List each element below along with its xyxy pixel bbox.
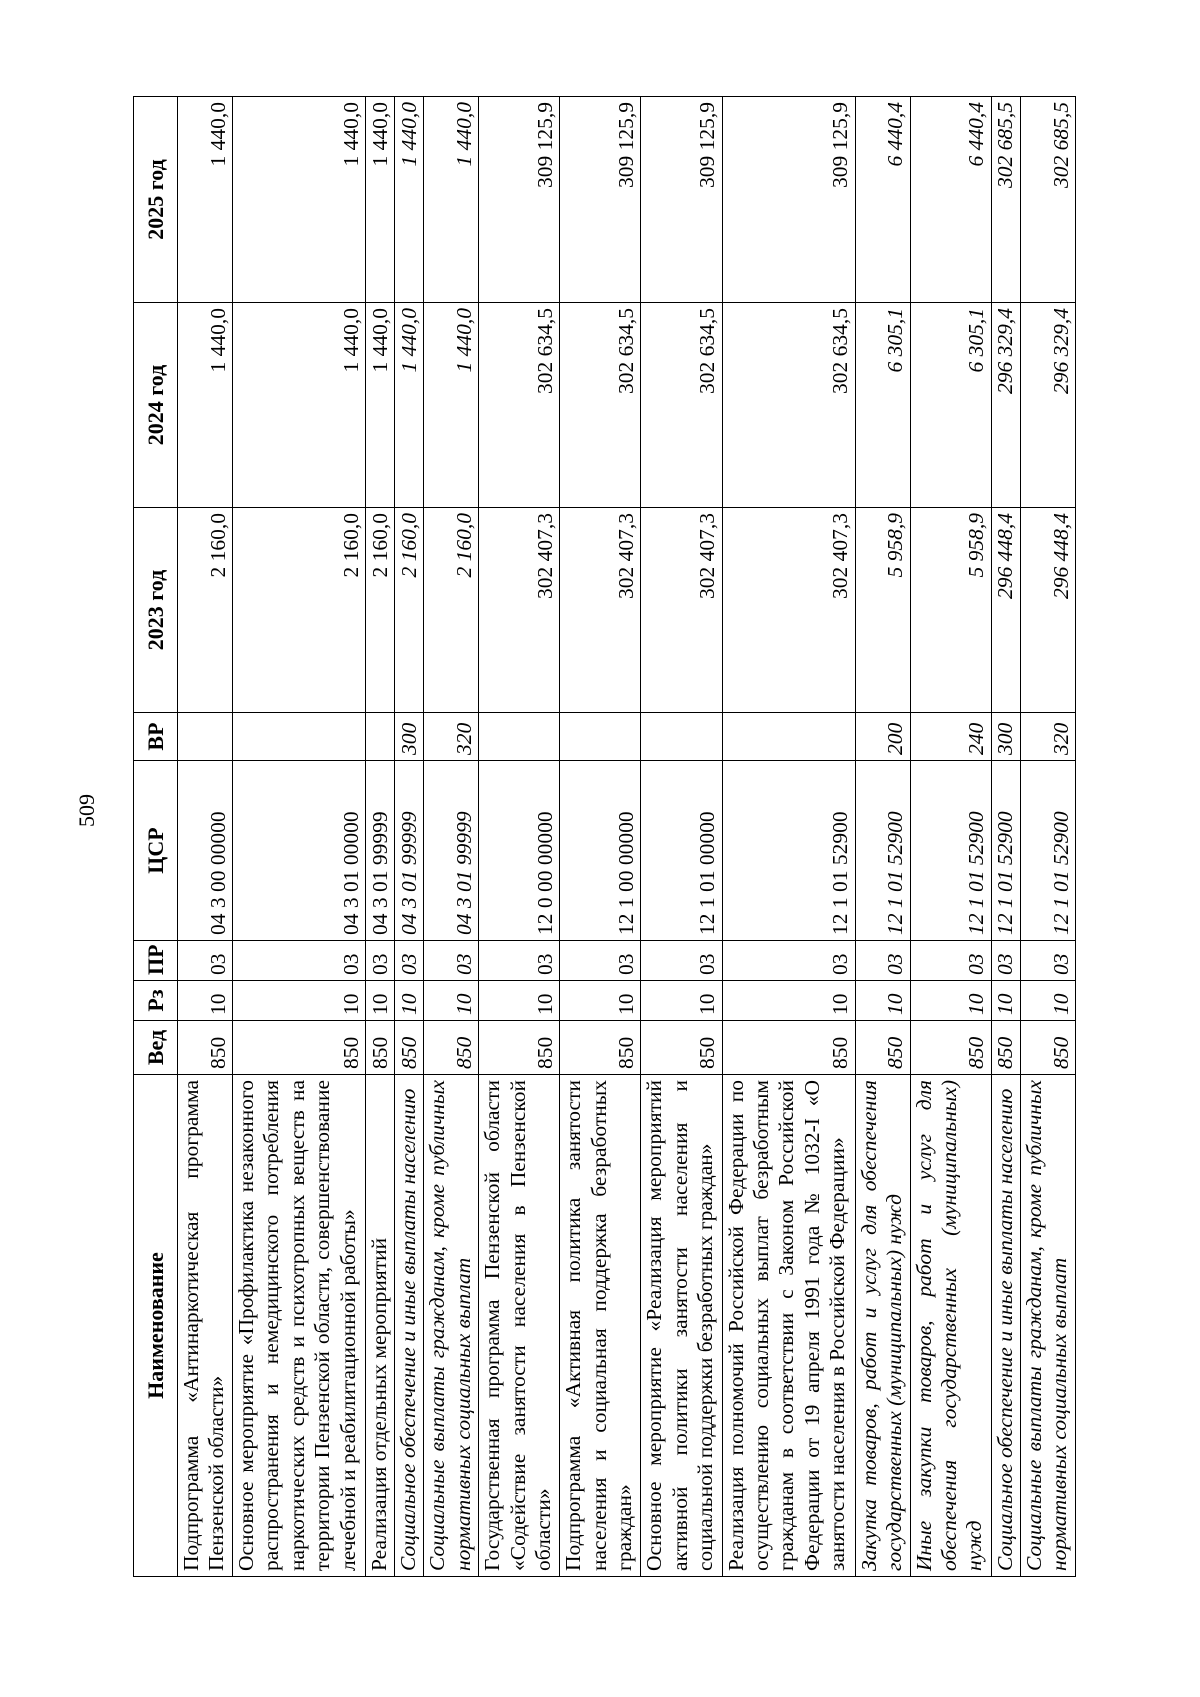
- cell-rz: 10: [1020, 981, 1075, 1021]
- cell-2024: 302 634,5: [722, 303, 855, 508]
- cell-rz: 10: [991, 981, 1020, 1021]
- budget-table: [133, 96, 1076, 1577]
- cell-ved: 850: [233, 1021, 366, 1075]
- table-row: [366, 97, 395, 1577]
- cell-csr: 12 1 01 00000: [641, 761, 722, 941]
- cell-rz: 10: [395, 981, 424, 1021]
- cell-2024: 1 440,0: [233, 303, 366, 508]
- cell-csr: 12 1 01 52900: [722, 761, 855, 941]
- cell-2024: 1 440,0: [424, 303, 479, 508]
- cell-name: Подпрограмма «Антинаркотическая программа Пензенской области»: [178, 1075, 233, 1577]
- cell-vr: 300: [395, 713, 424, 761]
- header-vr: ВР: [134, 713, 178, 761]
- table-row: [395, 97, 424, 1577]
- cell-2024: 296 329,4: [1020, 303, 1075, 508]
- table-row: [560, 97, 641, 1577]
- table-row: [722, 97, 855, 1577]
- cell-pr: 03: [910, 941, 991, 981]
- table-row: [479, 97, 560, 1577]
- cell-vr: 300: [991, 713, 1020, 761]
- table-row: [1020, 97, 1075, 1577]
- cell-pr: 03: [722, 941, 855, 981]
- cell-csr: 04 3 01 00000: [233, 761, 366, 941]
- cell-pr: 03: [233, 941, 366, 981]
- cell-name: Социальное обеспечение и иные выплаты населению: [395, 1075, 424, 1577]
- cell-2023: 2 160,0: [424, 508, 479, 713]
- table-body: [178, 97, 1076, 1577]
- cell-ved: 850: [641, 1021, 722, 1075]
- cell-vr: [479, 713, 560, 761]
- cell-csr: 04 3 00 00000: [178, 761, 233, 941]
- cell-name: Социальное обеспечение и иные выплаты населению: [991, 1075, 1020, 1577]
- cell-vr: [722, 713, 855, 761]
- cell-ved: 850: [479, 1021, 560, 1075]
- cell-rz: 10: [722, 981, 855, 1021]
- table-row: [991, 97, 1020, 1577]
- cell-2025: 309 125,9: [479, 97, 560, 303]
- cell-csr: 12 1 00 00000: [560, 761, 641, 941]
- cell-2023: 2 160,0: [395, 508, 424, 713]
- cell-pr: 03: [178, 941, 233, 981]
- cell-ved: 850: [722, 1021, 855, 1075]
- cell-pr: 03: [991, 941, 1020, 981]
- cell-2024: 1 440,0: [366, 303, 395, 508]
- header-2024: 2024 год: [134, 303, 178, 508]
- cell-csr: 12 0 00 00000: [479, 761, 560, 941]
- table-row: [178, 97, 233, 1577]
- cell-vr: [178, 713, 233, 761]
- cell-2023: 296 448,4: [1020, 508, 1075, 713]
- header-csr: ЦСР: [134, 761, 178, 941]
- cell-2024: 6 305,1: [855, 303, 910, 508]
- cell-name: Закупка товаров, работ и услуг для обеспечения государственных (муниципальных) нужд: [855, 1075, 910, 1577]
- cell-csr: 12 1 01 52900: [991, 761, 1020, 941]
- cell-pr: 03: [1020, 941, 1075, 981]
- header-2025: 2025 год: [134, 97, 178, 303]
- cell-csr: 04 3 01 99999: [366, 761, 395, 941]
- cell-2025: 302 685,5: [1020, 97, 1075, 303]
- cell-name: Основное мероприятие «Реализация мероприятий активной политики занятости населения и социальной поддержки безработных граждан»: [641, 1075, 722, 1577]
- cell-vr: 320: [1020, 713, 1075, 761]
- cell-rz: 10: [178, 981, 233, 1021]
- cell-pr: 03: [479, 941, 560, 981]
- cell-2024: 1 440,0: [178, 303, 233, 508]
- rotated-table-container: [133, 97, 1076, 1577]
- cell-name: Социальные выплаты гражданам, кроме публичных нормативных социальных выплат: [1020, 1075, 1075, 1577]
- cell-ved: 850: [424, 1021, 479, 1075]
- cell-pr: 03: [395, 941, 424, 981]
- table-row: [910, 97, 991, 1577]
- cell-ved: 850: [366, 1021, 395, 1075]
- cell-rz: 10: [233, 981, 366, 1021]
- page-number: 509: [74, 794, 99, 827]
- table-row: [233, 97, 366, 1577]
- cell-vr: [233, 713, 366, 761]
- cell-rz: 10: [855, 981, 910, 1021]
- cell-csr: 12 1 01 52900: [910, 761, 991, 941]
- cell-vr: [366, 713, 395, 761]
- cell-2024: 6 305,1: [910, 303, 991, 508]
- cell-2025: 1 440,0: [424, 97, 479, 303]
- cell-name: Основное мероприятие «Профилактика незаконного распространения и немедицинского потребления наркотических средств и психотропных веществ на территории Пензенской области, совершенствование лечебной и реабилитационной работы»: [233, 1075, 366, 1577]
- cell-ved: 850: [560, 1021, 641, 1075]
- cell-csr: 12 1 01 52900: [855, 761, 910, 941]
- header-ved: Вед: [134, 1021, 178, 1075]
- cell-ved: 850: [991, 1021, 1020, 1075]
- cell-2025: 1 440,0: [178, 97, 233, 303]
- cell-csr: 12 1 01 52900: [1020, 761, 1075, 941]
- cell-2025: 6 440,4: [855, 97, 910, 303]
- cell-2025: 6 440,4: [910, 97, 991, 303]
- cell-2023: 2 160,0: [233, 508, 366, 713]
- cell-2024: 302 634,5: [560, 303, 641, 508]
- cell-pr: 03: [641, 941, 722, 981]
- cell-rz: 10: [366, 981, 395, 1021]
- cell-name: Иные закупки товаров, работ и услуг для обеспечения государственных (муниципальных) нужд: [910, 1075, 991, 1577]
- cell-2025: 1 440,0: [395, 97, 424, 303]
- header-row: [134, 97, 178, 1577]
- cell-2024: 296 329,4: [991, 303, 1020, 508]
- cell-2025: 309 125,9: [722, 97, 855, 303]
- cell-2023: 302 407,3: [722, 508, 855, 713]
- cell-rz: 10: [479, 981, 560, 1021]
- cell-name: Реализация полномочий Российской Федерации по осуществлению социальных выплат безработным гражданам в соответствии с Законом Российской Федерации от 19 апреля 1991 года № 1032-I «О занятости населения в Российской Федерации»: [722, 1075, 855, 1577]
- cell-pr: 03: [366, 941, 395, 981]
- cell-ved: 850: [395, 1021, 424, 1075]
- cell-2023: 302 407,3: [641, 508, 722, 713]
- cell-2023: 296 448,4: [991, 508, 1020, 713]
- cell-rz: 10: [560, 981, 641, 1021]
- cell-2025: 302 685,5: [991, 97, 1020, 303]
- cell-vr: 320: [424, 713, 479, 761]
- cell-vr: 200: [855, 713, 910, 761]
- cell-ved: 850: [855, 1021, 910, 1075]
- cell-2024: 302 634,5: [641, 303, 722, 508]
- cell-csr: 04 3 01 99999: [395, 761, 424, 941]
- cell-name: Социальные выплаты гражданам, кроме публичных нормативных социальных выплат: [424, 1075, 479, 1577]
- cell-2023: 5 958,9: [910, 508, 991, 713]
- cell-2023: 302 407,3: [560, 508, 641, 713]
- cell-pr: 03: [424, 941, 479, 981]
- cell-2023: 2 160,0: [366, 508, 395, 713]
- cell-pr: 03: [560, 941, 641, 981]
- header-pr: ПР: [134, 941, 178, 981]
- table-row: [641, 97, 722, 1577]
- cell-2023: 302 407,3: [479, 508, 560, 713]
- cell-2024: 1 440,0: [395, 303, 424, 508]
- cell-name: Реализация отдельных мероприятий: [366, 1075, 395, 1577]
- cell-2025: 1 440,0: [366, 97, 395, 303]
- cell-vr: [560, 713, 641, 761]
- table-row: [855, 97, 910, 1577]
- cell-ved: 850: [910, 1021, 991, 1075]
- header-name: Наименование: [134, 1075, 178, 1577]
- cell-2024: 302 634,5: [479, 303, 560, 508]
- table-row: [424, 97, 479, 1577]
- cell-csr: 04 3 01 99999: [424, 761, 479, 941]
- cell-rz: 10: [424, 981, 479, 1021]
- header-2023: 2023 год: [134, 508, 178, 713]
- cell-rz: 10: [910, 981, 991, 1021]
- cell-pr: 03: [855, 941, 910, 981]
- cell-ved: 850: [1020, 1021, 1075, 1075]
- cell-2023: 5 958,9: [855, 508, 910, 713]
- cell-2025: 1 440,0: [233, 97, 366, 303]
- cell-vr: [641, 713, 722, 761]
- cell-2025: 309 125,9: [560, 97, 641, 303]
- header-rz: Рз: [134, 981, 178, 1021]
- cell-name: Государственная программа Пензенской области «Содействие занятости населения в Пензенской области»: [479, 1075, 560, 1577]
- cell-ved: 850: [178, 1021, 233, 1075]
- cell-vr: 240: [910, 713, 991, 761]
- cell-rz: 10: [641, 981, 722, 1021]
- cell-2023: 2 160,0: [178, 508, 233, 713]
- cell-2025: 309 125,9: [641, 97, 722, 303]
- cell-name: Подпрограмма «Активная политика занятости населения и социальная поддержка безработных граждан»: [560, 1075, 641, 1577]
